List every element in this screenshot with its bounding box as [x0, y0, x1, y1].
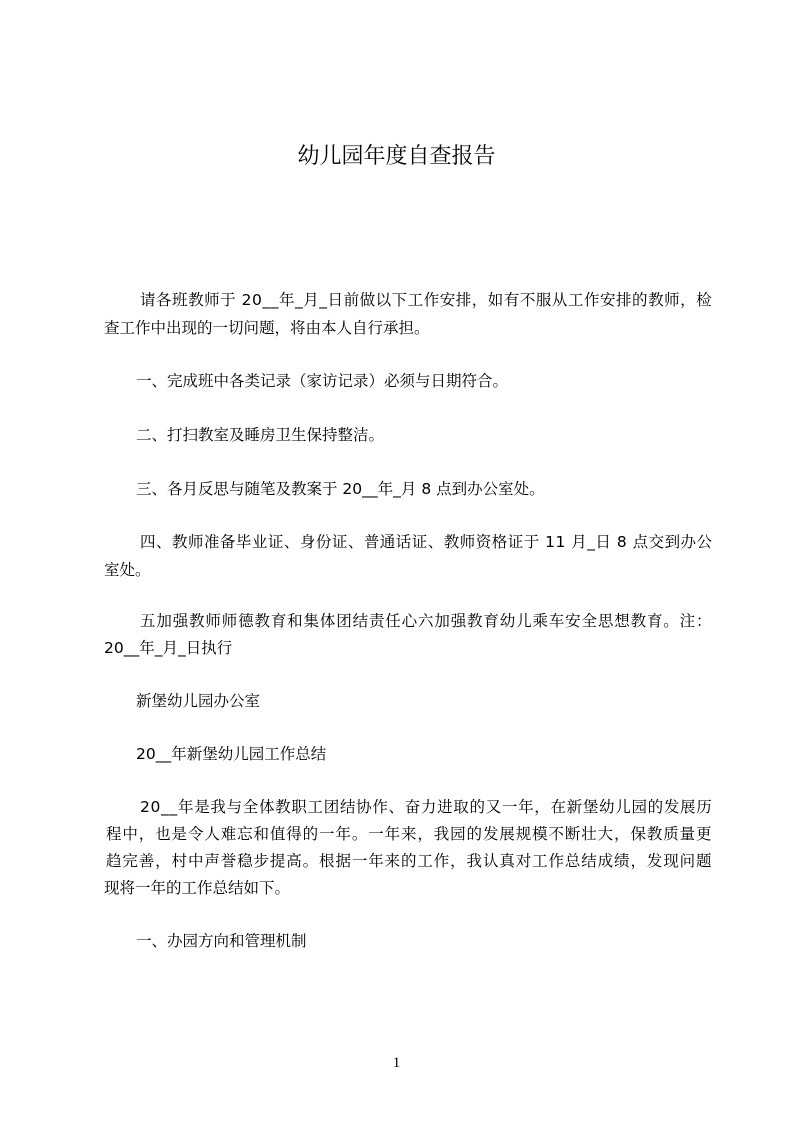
list-item: 四、教师准备毕业证、身份证、普通话证、教师资格证于 11 月_日 8 点交到办公: [140, 533, 713, 551]
page-number: 1: [392, 1055, 401, 1071]
list-item: 室处。: [104, 561, 151, 579]
list-item: 五加强教师师德教育和集体团结责任心六加强教育幼儿乘车安全思想教育。注：: [140, 612, 713, 630]
section-heading: 一、办园方向和管理机制: [136, 932, 307, 950]
list-item: 20__年_月_日执行: [104, 639, 233, 657]
paragraph-line: 请各班教师于 20__年_月_日前做以下工作安排，如有不服从工作安排的教师，检: [140, 291, 713, 309]
paragraph-line: 20__年是我与全体教职工团结协作、奋力进取的又一年，在新堡幼儿园的发展历: [140, 798, 713, 816]
list-item: 一、完成班中各类记录（家访记录）必须与日期符合。: [136, 372, 509, 390]
document-title: 幼儿园年度自查报告: [297, 144, 496, 169]
paragraph-line: 查工作中出现的一切问题，将由本人自行承担。: [104, 319, 430, 337]
signature-office: 新堡幼儿园办公室: [136, 692, 261, 710]
paragraph-line: 现将一年的工作总结如下。: [104, 879, 291, 897]
paragraph-line: 程中，也是令人难忘和值得的一年。一年来，我园的发展规模不断壮大，保教质量更: [106, 825, 713, 843]
list-item: 二、打扫教室及睡房卫生保持整洁。: [136, 426, 385, 444]
paragraph-line: 趋完善，村中声誉稳步提高。根据一年来的工作，我认真对工作总结成绩，发现问题: [106, 852, 713, 870]
list-item: 三、各月反思与随笔及教案于 20__年_月 8 点到办公室处。: [136, 480, 545, 498]
section-heading: 20__年新堡幼儿园工作总结: [136, 745, 327, 763]
